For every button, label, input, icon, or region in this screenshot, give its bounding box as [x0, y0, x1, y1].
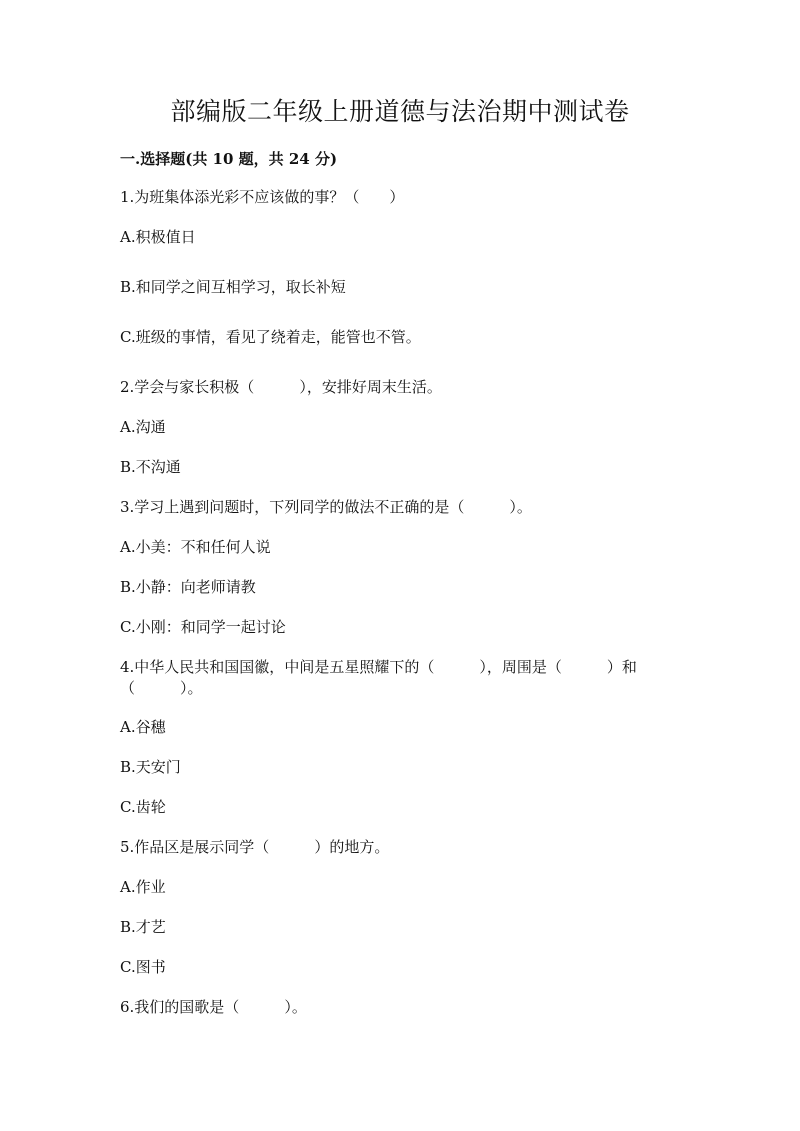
question-6-text: 6.我们的国歌是（ ）。 [120, 998, 307, 1016]
question-1-option-b: B.和同学之间互相学习，取长补短 [120, 278, 346, 296]
question-5-option-a: A.作业 [120, 878, 166, 896]
question-1-text: 1.为班集体添光彩不应该做的事？（ ） [120, 188, 405, 206]
question-4-text-line-1: 4.中华人民共和国国徽，中间是五星照耀下的（ ），周围是（ ）和 [120, 658, 637, 676]
question-2-option-b: B.不沟通 [120, 458, 181, 476]
page-title: 部编版二年级上册道德与法治期中测试卷 [170, 97, 630, 126]
question-2-option-a: A.沟通 [120, 418, 166, 436]
question-3-option-c: C.小刚：和同学一起讨论 [120, 618, 286, 636]
question-3-option-a: A.小美：不和任何人说 [120, 538, 271, 556]
question-5-text: 5.作品区是展示同学（ ）的地方。 [120, 838, 390, 856]
question-4-option-a: A.谷穗 [120, 718, 166, 736]
section-heading: 一.选择题(共 10 题，共 24 分) [120, 150, 338, 168]
question-4-option-c: C.齿轮 [120, 798, 166, 816]
question-2-text: 2.学会与家长积极（ ），安排好周末生活。 [120, 378, 442, 396]
question-1-option-c: C.班级的事情，看见了绕着走，能管也不管。 [120, 328, 421, 346]
question-5-option-b: B.才艺 [120, 918, 166, 936]
question-3-text: 3.学习上遇到问题时，下列同学的做法不正确的是（ ）。 [120, 498, 532, 516]
question-4-option-b: B.天安门 [120, 758, 181, 776]
question-5-option-c: C.图书 [120, 958, 166, 976]
question-3-option-b: B.小静：向老师请教 [120, 578, 256, 596]
question-1-option-a: A.积极值日 [120, 228, 196, 246]
question-4-text-line-2: （ ）。 [120, 679, 203, 697]
